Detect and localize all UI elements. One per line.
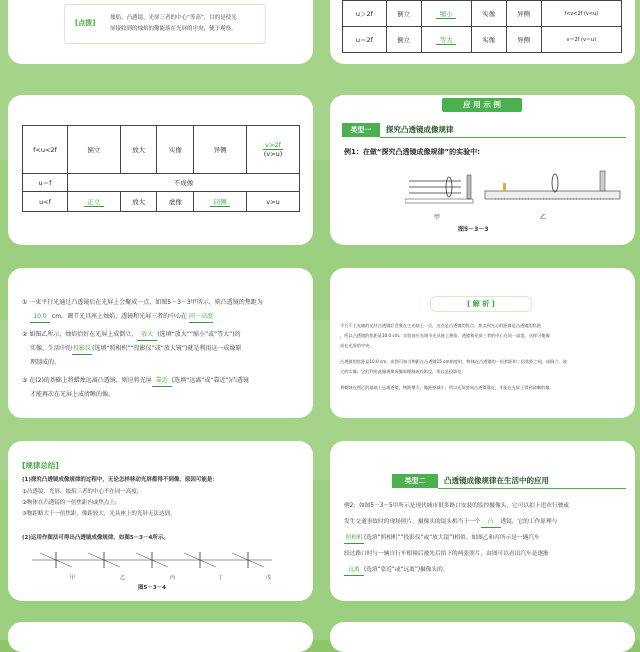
analysis-p3: 将蜡烛在图乙的基础上远离透镜，物距增大，像距要减小，所以光屏要向凸透镜靠近，才能在光屏上得到清晰的像。 (340, 385, 554, 390)
fill-answer: 投影仪 (72, 344, 92, 355)
slide-8[interactable] (330, 441, 635, 601)
ray-label-5: 戊 (266, 575, 272, 581)
figure-label-b: 乙 (540, 214, 547, 221)
tip-box (64, 4, 266, 44)
table-cell: 倒立 (386, 27, 421, 53)
type-tag: 类型一 (342, 123, 380, 137)
fill-answer: 凸 (481, 517, 501, 528)
table-cell: 实像 (471, 1, 506, 27)
slide-2[interactable] (330, 0, 635, 64)
lens-apparatus-figure (405, 161, 625, 216)
summary-h1: (1)探究凸透镜成像规律的过程中，无论怎样移动光屏都得不到像，原因可能是： (22, 477, 218, 483)
q2-line-c: 理制成的。 (30, 359, 61, 366)
table-cell (421, 27, 471, 53)
fill-answer: 同侧 (210, 197, 230, 207)
analysis-title-pill (430, 296, 532, 312)
analysis-p2: 凸透镜的焦距是10.0 cm，由图可知当物距在凸透镜15 cm刻度时，物体在凸透镜的一倍焦距和二倍焦距之间，成倒立、放 (340, 359, 567, 364)
ray-label-1: 甲 (70, 575, 76, 581)
analysis-p1b: ，所以凸透镜的焦距是10.0 cm。实验前应先调节光具座上烛焰、透镜和光屏三者的中心在同一高度，这样可使像 (340, 333, 550, 338)
table-cell (247, 126, 300, 174)
table-cell (421, 1, 471, 27)
ex2-line-5 (344, 565, 634, 576)
table-cell: v＝2f (v＝u) (541, 27, 621, 53)
q3-text: ③ 在(2)的基础上将蜡烛远离凸透镜，则应将光屏 (22, 377, 152, 384)
ray-label-2: 乙 (120, 575, 126, 581)
slide-7[interactable] (8, 441, 313, 601)
table-cell: 不成像 (68, 174, 300, 192)
table-cell: 倒立 (68, 126, 121, 174)
fill-answer: 正立 (84, 197, 104, 207)
ray-label-3: 丙 (170, 575, 176, 581)
table-cell (68, 192, 121, 212)
figure-label-a: 甲 (434, 214, 441, 221)
q2-text: 实像，生活中的 (30, 345, 73, 352)
q2-text: (选填“照相机”“投影仪”或“放大镜”)就是利用这一成像原 (92, 345, 242, 352)
table-row (23, 174, 300, 192)
slide-3[interactable] (8, 95, 313, 245)
fill-answer: 等大 (436, 35, 456, 45)
type-title: 凸透镜成像规律在生活中的应用 (438, 474, 626, 489)
tip-text-2: 屏接收到的烛焰的像能落在光屏的中央，便于观察。 (110, 26, 237, 32)
type-title: 探究凸透镜成像规律 (380, 123, 626, 138)
tip-tag: [点拨] (75, 19, 96, 27)
table-cell: 倒立 (386, 1, 421, 27)
slide-5[interactable] (8, 268, 313, 418)
table-row (343, 27, 622, 53)
example-question: 例1：在做“探究凸透镜成像规律”的实验中: (344, 148, 480, 156)
analysis-p1c: 成在光屏的中央。 (340, 343, 374, 348)
ex2-line-2 (344, 517, 634, 528)
q3-line-b: 才能再次在光屏上成清晰的像。 (30, 391, 115, 398)
ex2-text: (选填“照相机”“投影仪”或“放大镜”)相似。如图乙和丙所示是一辆汽车 (364, 535, 540, 541)
table-cell: 异侧 (506, 1, 541, 27)
table-cell: 实像 (157, 126, 194, 174)
table-cell: 虚像 (157, 192, 194, 212)
ex2-line-1: 例2：如图5－3－5甲所示是现代城市很多路口安装的监控摄像头，它可以拍下违章行驶或 (344, 503, 569, 509)
fill-answer: 放大 (137, 330, 157, 341)
section-banner: 应 用 示 例 (442, 98, 522, 112)
summary-title: [规律总结] (22, 461, 59, 470)
ex2-text: 透镜，它的工作原理与 (500, 519, 558, 525)
figure-caption: 图5－3－3 (458, 226, 489, 233)
table-row (23, 126, 300, 174)
q2-text: ② 如图乙所示，烛焰恰好在光屏上成倒立、 (22, 331, 138, 338)
summary-item-1: ①凸透镜、光屏、烛焰三者的中心不在同一高度; (22, 489, 139, 495)
fill-answer: 远离 (344, 565, 364, 576)
table-cell: 实像 (471, 27, 506, 53)
q3-text: (选填“远离”或“靠近”)凸透镜 (171, 377, 249, 384)
fill-answer: 10.0 (30, 312, 50, 323)
tip-text-1: 烛焰、凸透镜、光屏三者的中心“等高”，目的是使光 (110, 15, 237, 21)
q1-text: cm。调节光具座上烛焰、透镜和光屏三者的中心在 (51, 313, 188, 320)
table-cell: u＝2f (343, 27, 387, 53)
q1-line-a: ① 一束平行光通过凸透镜后在光屏上会聚成一点，如图5－3－3甲所示，则凸透镜的焦距为 (22, 299, 263, 306)
table-cell: f<u<2f (23, 126, 68, 174)
table-cell-note: (v>u) (263, 150, 283, 158)
type-tag: 类型二 (392, 474, 438, 488)
analysis-p2b: 大的实像。它们利用此像规律成像原理制成投影仪，所以是投影仪。 (340, 369, 466, 374)
q2-line-b (30, 344, 302, 355)
fill-answer: 同一高度 (189, 312, 213, 323)
q2-line-a (22, 330, 302, 341)
analysis-p1: 平行于主光轴的光经凸透镜后会聚在主光轴上一点，这点是凸透镜的焦点。焦点到光心的距离是凸透镜的焦距 (340, 323, 542, 328)
slide-6[interactable] (330, 268, 635, 418)
ex2-text: 发生交通事故时的现场照片。摄像头的镜头相当于一个 (344, 519, 481, 525)
slide-1[interactable] (8, 0, 313, 64)
table-row (343, 1, 622, 27)
table-cell: 放大 (120, 126, 157, 174)
ex2-line-4: 经过路口时与一辆自行车相撞后被先后拍下的两张照片，由图可以看出汽车是逐渐 (344, 551, 549, 557)
table-cell: 异侧 (506, 27, 541, 53)
table-cell: 异侧 (194, 126, 247, 174)
ex2-text: (选填“靠近”或“远离”)摄像头的。 (364, 567, 449, 573)
table-row (23, 192, 300, 212)
ray-diagrams-figure (32, 549, 272, 571)
q1-line-b (30, 312, 300, 323)
lens-table-top (342, 0, 622, 53)
table-cell: u<f (23, 192, 68, 212)
table-cell: u＞2f (343, 1, 387, 27)
summary-h2: (2)运用作图法可得出凸透镜成像规律，如图5－3－4所示。 (22, 535, 169, 541)
ex2-line-3 (344, 533, 634, 544)
fill-answer: 缩小 (436, 9, 456, 19)
ray-caption: 图5－3－4 (138, 585, 166, 591)
lens-table-bottom (22, 125, 300, 212)
fill-answer: 靠近 (152, 376, 172, 387)
table-cell: f<v<2f (v<u) (541, 1, 621, 27)
table-cell: u＝f (23, 174, 68, 192)
q2-text: (选填“放大”“缩小”或“等大”)的 (157, 331, 241, 338)
summary-item-3: ③物距略大于一倍焦距，像距较大，光具座上的光屏无法达到。 (22, 511, 176, 517)
fill-answer: v>2f (263, 141, 283, 150)
slide-10-partial (330, 622, 635, 652)
analysis-title: [ 解 析 ] (467, 300, 495, 308)
summary-item-2: ②物体在凸透镜的一倍焦距内或焦点上; (22, 500, 117, 506)
table-cell (194, 192, 247, 212)
q3-line-a (22, 376, 302, 387)
table-cell: v>u (247, 192, 300, 212)
slide-9-partial (8, 622, 313, 652)
slide-4[interactable] (330, 95, 635, 245)
table-cell: 放大 (120, 192, 157, 212)
fill-answer: 照相机 (344, 533, 364, 544)
ray-label-4: 丁 (218, 575, 224, 581)
